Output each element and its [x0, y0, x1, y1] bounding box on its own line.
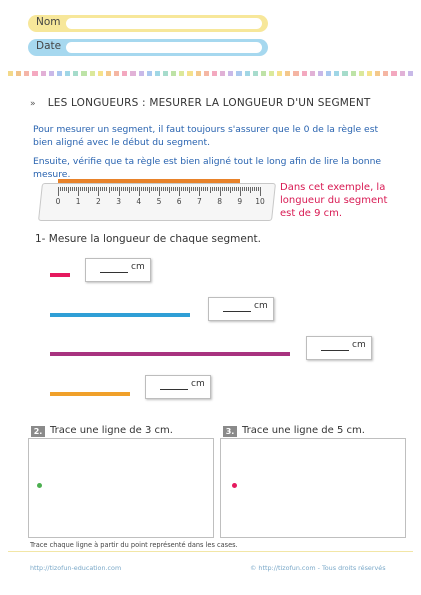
strip-dot: [408, 71, 413, 76]
ruler-tick: [98, 187, 99, 196]
ruler-tick: [133, 187, 134, 191]
footer-copyright: © http://tizofun.com - Tous droits réservés: [250, 564, 386, 572]
ruler-tick: [256, 187, 257, 191]
unit-label: cm: [131, 262, 145, 272]
ruler-number: 0: [55, 197, 61, 206]
strip-dot: [245, 71, 250, 76]
exercise-text: Trace une ligne de 5 cm.: [242, 425, 365, 436]
ruler-tick: [113, 187, 114, 191]
strip-dot: [65, 71, 70, 76]
answer-box-3[interactable]: [306, 336, 372, 360]
ruler-tick: [212, 187, 213, 191]
ruler-tick: [236, 187, 237, 191]
exercise-number: 3.: [223, 426, 237, 437]
question-1: 1- Mesure la longueur de chaque segment.: [35, 233, 261, 245]
ruler-tick: [224, 187, 225, 191]
ruler-tick: [96, 187, 97, 191]
segment-4: [50, 392, 130, 396]
ruler-tick: [94, 187, 95, 191]
ruler-tick: [191, 187, 192, 191]
strip-dot: [220, 71, 225, 76]
strip-dot: [179, 71, 184, 76]
strip-dot: [196, 71, 201, 76]
ruler-tick: [80, 187, 81, 191]
unit-label: cm: [191, 379, 205, 389]
strip-dot: [16, 71, 21, 76]
exercise-2: [28, 426, 214, 538]
ruler-number: 6: [176, 197, 182, 206]
exercise-text: Trace une ligne de 3 cm.: [50, 425, 173, 436]
exercise-number: 2.: [31, 426, 45, 437]
strip-dot: [49, 71, 54, 76]
ruler-tick: [147, 187, 148, 191]
answer-blank[interactable]: [223, 311, 251, 312]
ruler-tick: [210, 187, 211, 193]
date-input[interactable]: [66, 42, 262, 53]
ruler-number: 10: [255, 197, 265, 206]
strip-dot: [114, 71, 119, 76]
strip-dot: [277, 71, 282, 76]
ruler-tick: [90, 187, 91, 191]
strip-dot: [187, 71, 192, 76]
strip-dot: [302, 71, 307, 76]
strip-dot: [236, 71, 241, 76]
date-field[interactable]: [28, 39, 268, 56]
ruler-tick: [104, 187, 105, 191]
ruler-tick: [64, 187, 65, 191]
ruler-tick: [115, 187, 116, 191]
drawing-area[interactable]: [28, 438, 214, 538]
ruler-tick: [173, 187, 174, 191]
ruler-tick: [205, 187, 206, 191]
ruler-tick: [254, 187, 255, 191]
ruler-tick: [62, 187, 63, 191]
strip-dot: [383, 71, 388, 76]
strip-dot: [130, 71, 135, 76]
start-point: [232, 483, 237, 488]
ruler-tick: [149, 187, 150, 193]
info-paragraph-2: Ensuite, vérifie que ta règle est bien aligné tout le long afin de lire la bonne mesure.: [33, 156, 382, 180]
ruler-tick: [252, 187, 253, 191]
strip-dot: [285, 71, 290, 76]
ruler-tick: [131, 187, 132, 191]
ruler-tick: [193, 187, 194, 191]
ruler-tick: [139, 187, 140, 196]
ruler-tick: [240, 187, 241, 196]
strip-dot: [334, 71, 339, 76]
strip-dot: [81, 71, 86, 76]
ruler-tick: [195, 187, 196, 191]
ruler-tick: [70, 187, 71, 191]
strip-dot: [269, 71, 274, 76]
ruler-tick: [165, 187, 166, 191]
ruler-tick: [102, 187, 103, 191]
strip-dot: [351, 71, 356, 76]
ruler-tick: [78, 187, 79, 196]
ruler-tick: [145, 187, 146, 191]
name-field[interactable]: [28, 15, 268, 32]
strip-dot: [139, 71, 144, 76]
answer-blank[interactable]: [160, 389, 188, 390]
ruler-tick: [228, 187, 229, 191]
strip-dot: [318, 71, 323, 76]
ruler-tick: [201, 187, 202, 191]
strip-dot: [147, 71, 152, 76]
strip-dot: [400, 71, 405, 76]
strip-dot: [155, 71, 160, 76]
ruler-tick: [250, 187, 251, 193]
ruler-tick: [159, 187, 160, 196]
ruler-tick: [197, 187, 198, 191]
footer-divider: [8, 551, 413, 552]
ruler-tick: [203, 187, 204, 191]
ruler-tick: [260, 187, 261, 196]
name-label: Nom: [36, 16, 61, 28]
unit-label: cm: [352, 340, 366, 350]
ruler-tick: [123, 187, 124, 191]
drawing-area[interactable]: [220, 438, 406, 538]
strip-dot: [342, 71, 347, 76]
strip-dot: [163, 71, 168, 76]
answer-box-1[interactable]: [85, 258, 151, 282]
ruler-tick: [189, 187, 190, 193]
ruler-number: 9: [237, 197, 243, 206]
measured-segment: [58, 179, 240, 183]
ruler-number: 2: [96, 197, 101, 206]
ruler-tick: [141, 187, 142, 191]
strip-dot: [391, 71, 396, 76]
ruler-tick: [169, 187, 170, 193]
segment-1: [50, 273, 70, 277]
ruler-tick: [137, 187, 138, 191]
strip-dot: [41, 71, 46, 76]
strip-dot: [253, 71, 258, 76]
page-title: [30, 97, 371, 109]
ruler-tick: [175, 187, 176, 191]
strip-dot: [8, 71, 13, 76]
ruler-tick: [74, 187, 75, 191]
ruler-tick: [111, 187, 112, 191]
segment-3: [50, 352, 290, 356]
strip-dot: [204, 71, 209, 76]
ruler-tick: [117, 187, 118, 191]
strip-dot: [122, 71, 127, 76]
ruler-tick: [88, 187, 89, 193]
footer-link-left[interactable]: http://tizofun-education.com: [30, 564, 122, 572]
ruler-tick: [121, 187, 122, 191]
ruler-tick: [127, 187, 128, 191]
ruler-tick: [258, 187, 259, 191]
ruler-tick: [244, 187, 245, 191]
strip-dot: [326, 71, 331, 76]
ruler-number: 1: [75, 197, 81, 206]
ruler-tick: [68, 187, 69, 193]
ruler-number: 8: [217, 197, 222, 206]
ruler-tick: [187, 187, 188, 191]
name-input[interactable]: [66, 18, 262, 29]
ruler-tick: [177, 187, 178, 191]
ruler-tick: [125, 187, 126, 191]
strip-dot: [106, 71, 111, 76]
ruler-tick: [119, 187, 120, 196]
ruler-number: 3: [116, 197, 121, 206]
ruler-tick: [248, 187, 249, 191]
ruler-tick: [222, 187, 223, 191]
strip-dot: [228, 71, 233, 76]
ruler-tick: [242, 187, 243, 191]
strip-dot: [367, 71, 372, 76]
strip-dot: [212, 71, 217, 76]
strip-dot: [310, 71, 315, 76]
ruler-tick: [230, 187, 231, 193]
ruler-tick: [129, 187, 130, 193]
ruler-tick: [214, 187, 215, 191]
ruler-illustration: [40, 183, 272, 221]
strip-dot: [73, 71, 78, 76]
ruler-tick: [234, 187, 235, 191]
ruler-tick: [109, 187, 110, 193]
ruler-tick: [238, 187, 239, 191]
example-text: Dans cet exemple, la longueur du segment est de 9 cm.: [280, 182, 388, 219]
ruler-tick: [220, 187, 221, 196]
ruler-tick: [82, 187, 83, 191]
ruler-tick: [167, 187, 168, 191]
ruler-tick: [66, 187, 67, 191]
strip-dot: [293, 71, 298, 76]
ruler-tick: [246, 187, 247, 191]
ruler-number: 7: [197, 197, 202, 206]
ruler-number: 4: [136, 197, 142, 206]
segment-2: [50, 313, 190, 317]
ruler-tick: [232, 187, 233, 191]
strip-dot: [375, 71, 380, 76]
ruler-tick: [157, 187, 158, 191]
ruler-tick: [171, 187, 172, 191]
ruler-tick: [135, 187, 136, 191]
answer-box-4[interactable]: [145, 375, 211, 399]
ruler-tick: [100, 187, 101, 191]
ruler-tick: [60, 187, 61, 191]
instruction-note: Trace chaque ligne à partir du point représenté dans les cases.: [30, 541, 238, 549]
ruler-tick: [153, 187, 154, 191]
ruler-tick: [179, 187, 180, 196]
date-label: Date: [36, 40, 62, 52]
ruler-tick: [226, 187, 227, 191]
ruler-tick: [58, 187, 59, 196]
ruler-tick: [155, 187, 156, 191]
ruler-tick: [84, 187, 85, 191]
answer-blank[interactable]: [100, 272, 128, 273]
ruler-scale: [55, 187, 265, 206]
unit-label: cm: [254, 301, 268, 311]
title-bullet: »: [30, 99, 36, 109]
ruler-tick: [207, 187, 208, 191]
ruler-tick: [181, 187, 182, 191]
color-strip: [8, 71, 413, 76]
strip-dot: [171, 71, 176, 76]
ruler-tick: [185, 187, 186, 191]
ruler-tick: [161, 187, 162, 191]
ruler-tick: [86, 187, 87, 191]
ruler-tick: [92, 187, 93, 191]
strip-dot: [57, 71, 62, 76]
ruler-tick: [216, 187, 217, 191]
ruler-number: 5: [156, 197, 162, 206]
strip-dot: [98, 71, 103, 76]
start-point: [37, 483, 42, 488]
strip-dot: [32, 71, 37, 76]
strip-dot: [90, 71, 95, 76]
ruler-tick: [106, 187, 107, 191]
strip-dot: [24, 71, 29, 76]
ruler-tick: [151, 187, 152, 191]
ruler-tick: [218, 187, 219, 191]
ruler-tick: [143, 187, 144, 191]
ruler-tick: [72, 187, 73, 191]
ruler-tick: [199, 187, 200, 196]
answer-blank[interactable]: [321, 350, 349, 351]
exercise-3: [220, 426, 406, 538]
strip-dot: [359, 71, 364, 76]
ruler-tick: [76, 187, 77, 191]
ruler-tick: [183, 187, 184, 191]
info-paragraph-1: Pour mesurer un segment, il faut toujours s'assurer que le 0 de la règle est bien aligné avec le début du segment.: [33, 124, 379, 148]
answer-box-2[interactable]: [208, 297, 274, 321]
title-text: LES LONGUEURS : MESURER LA LONGUEUR D'UN SEGMENT: [47, 97, 371, 109]
strip-dot: [261, 71, 266, 76]
ruler-tick: [163, 187, 164, 191]
